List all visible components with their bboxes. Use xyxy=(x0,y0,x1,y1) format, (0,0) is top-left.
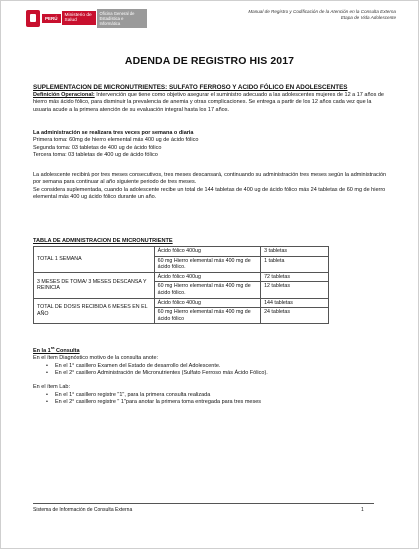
item-cell: 60 mg Hierro elemental más 400 mg de ácido fólico. xyxy=(154,282,260,298)
lab-intro: En el ítem Lab: xyxy=(33,384,70,391)
table-title: TABLA DE ADMINISTRACION DE MICRONUTRIENTE xyxy=(33,238,173,244)
table-row xyxy=(34,247,329,257)
item-cell: Ácido fólico 400ug xyxy=(154,298,260,308)
manual-title: Manual de Registro y Codificación de la Atención en la Consulta Externa xyxy=(248,9,396,14)
diagnosis-item: • En el 2° casillero Administración de Micronutrientes (Sulfato Ferroso más Ácido Fólico). xyxy=(33,370,390,377)
supplement-paragraph: La adolescente recibirá por tres meses consecutivos, tres meses descansará, continuando su administración tres meses según la administración por semana para continuar al año siguiente periodo de tres meses. xyxy=(33,172,387,186)
qty-cell: 144 tabletas xyxy=(261,298,329,308)
table-row xyxy=(34,272,329,282)
definition-text: Intervención que tiene como objetivo asegurar el suministro adecuado a las adolescentes mujeres de 12 a 17 años de hierro más ácido fólico, para disminuir la prevalencia de anemia y otras complicaciones. Se entrega a partir de los 12 años cada vez que la usuaria acude a la primera atención de su evaluación integral hasta los 17 años. xyxy=(33,92,384,113)
qty-cell: 1 tableta xyxy=(261,256,329,272)
document-header xyxy=(26,8,396,30)
qty-cell: 3 tabletas xyxy=(261,247,329,257)
administration-line: Tercera toma: 03 tabletas de 400 ug de ácido fólico xyxy=(33,152,158,159)
qty-cell: 72 tabletas xyxy=(261,272,329,282)
administration-line: Segunda toma: 03 tabletas de 400 ug de ácido fólico xyxy=(33,144,162,151)
logo-ministry-label: Ministerio de Salud xyxy=(62,11,96,26)
administration-block xyxy=(33,130,390,160)
lab-item: • En el 2° casillero registre " 1"para anotar la primera toma entregada para tres meses xyxy=(33,399,390,406)
first-consult-block xyxy=(33,344,390,407)
item-cell: 60 mg Hierro elemental más 400 mg de ácido fólico xyxy=(154,308,260,324)
group-label: TOTAL DE DOSIS RECIBIDA 6 MESES EN EL AÑO xyxy=(34,298,155,324)
logo-peru-label: PERÚ xyxy=(42,14,61,23)
document-title: ADENDA DE REGISTRO HIS 2017 xyxy=(124,55,295,67)
diagnosis-item: • En el 1° casillero Examen del Estado de desarrollo del Adolescente. xyxy=(33,363,390,370)
micronutrient-table xyxy=(33,246,329,324)
supplement-paragraph: Se considera suplementada, cuando la adolescente recibe un total de 144 tabletas de 400 ug de ácido fólico más 24 tabletas de 60 mg de hierro elemental más 400 ug ácido fólico durante un año. xyxy=(33,186,386,201)
item-cell: Ácido fólico 400ug xyxy=(154,272,260,282)
qty-cell: 12 tabletas xyxy=(261,282,329,298)
logo-directorate-label: Oficina General de Estadística e Informática xyxy=(97,9,147,28)
group-label: TOTAL 1 SEMANA xyxy=(34,247,155,273)
consult-heading xyxy=(33,344,390,355)
consult-heading-pre: En la 1 xyxy=(33,347,51,354)
qty-cell: 24 tabletas xyxy=(261,308,329,324)
group-label: 3 MESES DE TOMA/ 3 MESES DESCANSA Y REINICIA xyxy=(34,272,155,298)
page-number: 1 xyxy=(361,507,364,513)
operational-definition xyxy=(33,92,390,114)
table-row xyxy=(34,298,329,308)
administration-heading: La administración se realizara tres veces por semana o diaria xyxy=(33,130,194,136)
lab-item: • En el 1° casillero registre "1", para la primera consulta realizada xyxy=(33,392,390,399)
spacer xyxy=(33,377,390,384)
footer-text: Sistema de Información de Consulta Externa xyxy=(33,507,133,513)
consult-heading-sup: ra xyxy=(50,345,55,350)
administration-line: Primera toma: 60mg de hierro elemental más 400 ug de ácido fólico xyxy=(33,137,199,144)
item-cell: 60 mg Hierro elemental más 400 mg de ácido fólico. xyxy=(154,256,260,272)
footer-divider xyxy=(33,503,374,504)
section-heading: SUPLEMENTACION DE MICRONUTRIENTES: SULFATO FERROSO Y ACIDO FÓLICO EN ADOLESCENTES xyxy=(33,84,348,91)
item-cell: Ácido fólico 400ug xyxy=(154,247,260,257)
diagnosis-intro: En el ítem Diagnóstico motivo de la consulta anote: xyxy=(33,355,159,362)
supplement-note xyxy=(33,172,390,202)
consult-heading-post: Consulta xyxy=(54,347,80,354)
definition-label: Definición Operacional: xyxy=(33,92,95,98)
life-stage: Etapa de Vida Adolescente xyxy=(340,15,396,20)
header-right xyxy=(248,9,396,21)
peru-shield-icon xyxy=(26,10,40,27)
minsa-logo xyxy=(26,8,147,28)
